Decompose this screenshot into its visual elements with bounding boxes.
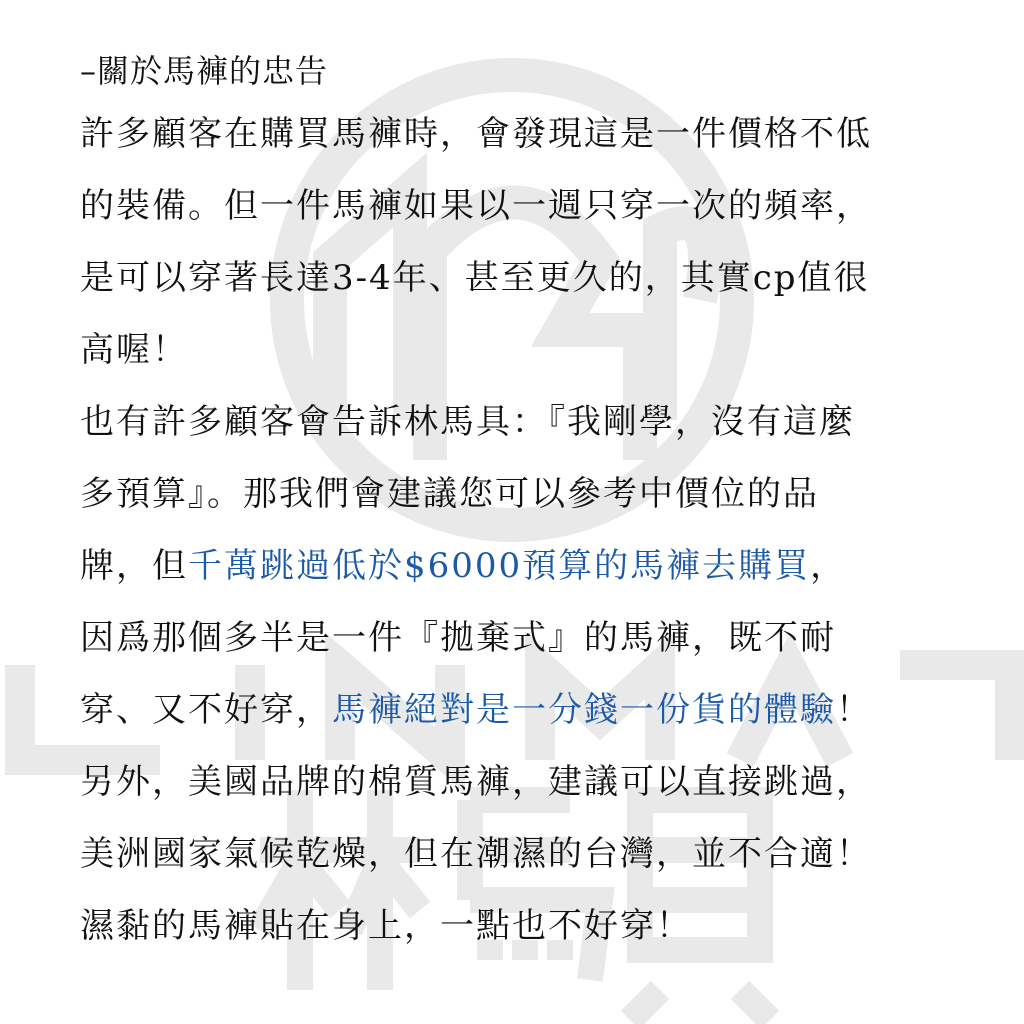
line-text: ， — [810, 546, 847, 586]
line-text: ！ — [836, 690, 872, 730]
highlighted-advice: 千萬跳過低於$6000預算的馬褲去購買 — [188, 546, 811, 586]
line-text: 牌，但 — [80, 546, 188, 586]
paragraph-line: 是可以穿著長達3-4年、甚至更久的，其實cp值很 — [80, 258, 870, 298]
line-text: 穿、又不好穿， — [80, 690, 332, 730]
paragraph-line: 多預算』。那我們會建議您可以參考中價位的品 — [80, 474, 819, 514]
paragraph-line: 許多顧客在購買馬褲時，會發現這是一件價格不低 — [80, 114, 872, 154]
paragraph-line: 美洲國家氣候乾燥，但在潮濕的台灣，並不合適！ — [80, 834, 872, 874]
highlighted-advice: 馬褲絕對是一分錢一份貨的體驗 — [332, 690, 836, 730]
paragraph-line: 高喔！ — [80, 330, 188, 370]
article-heading: –關於馬褲的忠告 — [80, 52, 329, 90]
paragraph-line-highlighted — [80, 530, 980, 602]
paragraph-line: 也有許多顧客會告訴林馬具：『我剛學，沒有這麼 — [80, 402, 855, 442]
paragraph-line: 濕黏的馬褲貼在身上，一點也不好穿！ — [80, 906, 692, 946]
paragraph-line: 另外，美國品牌的棉質馬褲，建議可以直接跳過， — [80, 762, 872, 802]
paragraph-line: 因爲那個多半是一件『拋棄式』的馬褲，既不耐 — [80, 618, 836, 658]
paragraph-line-highlighted — [80, 674, 980, 746]
paragraph-line: 的裝備。但一件馬褲如果以一週只穿一次的頻率， — [80, 186, 872, 226]
article-body — [80, 46, 980, 962]
